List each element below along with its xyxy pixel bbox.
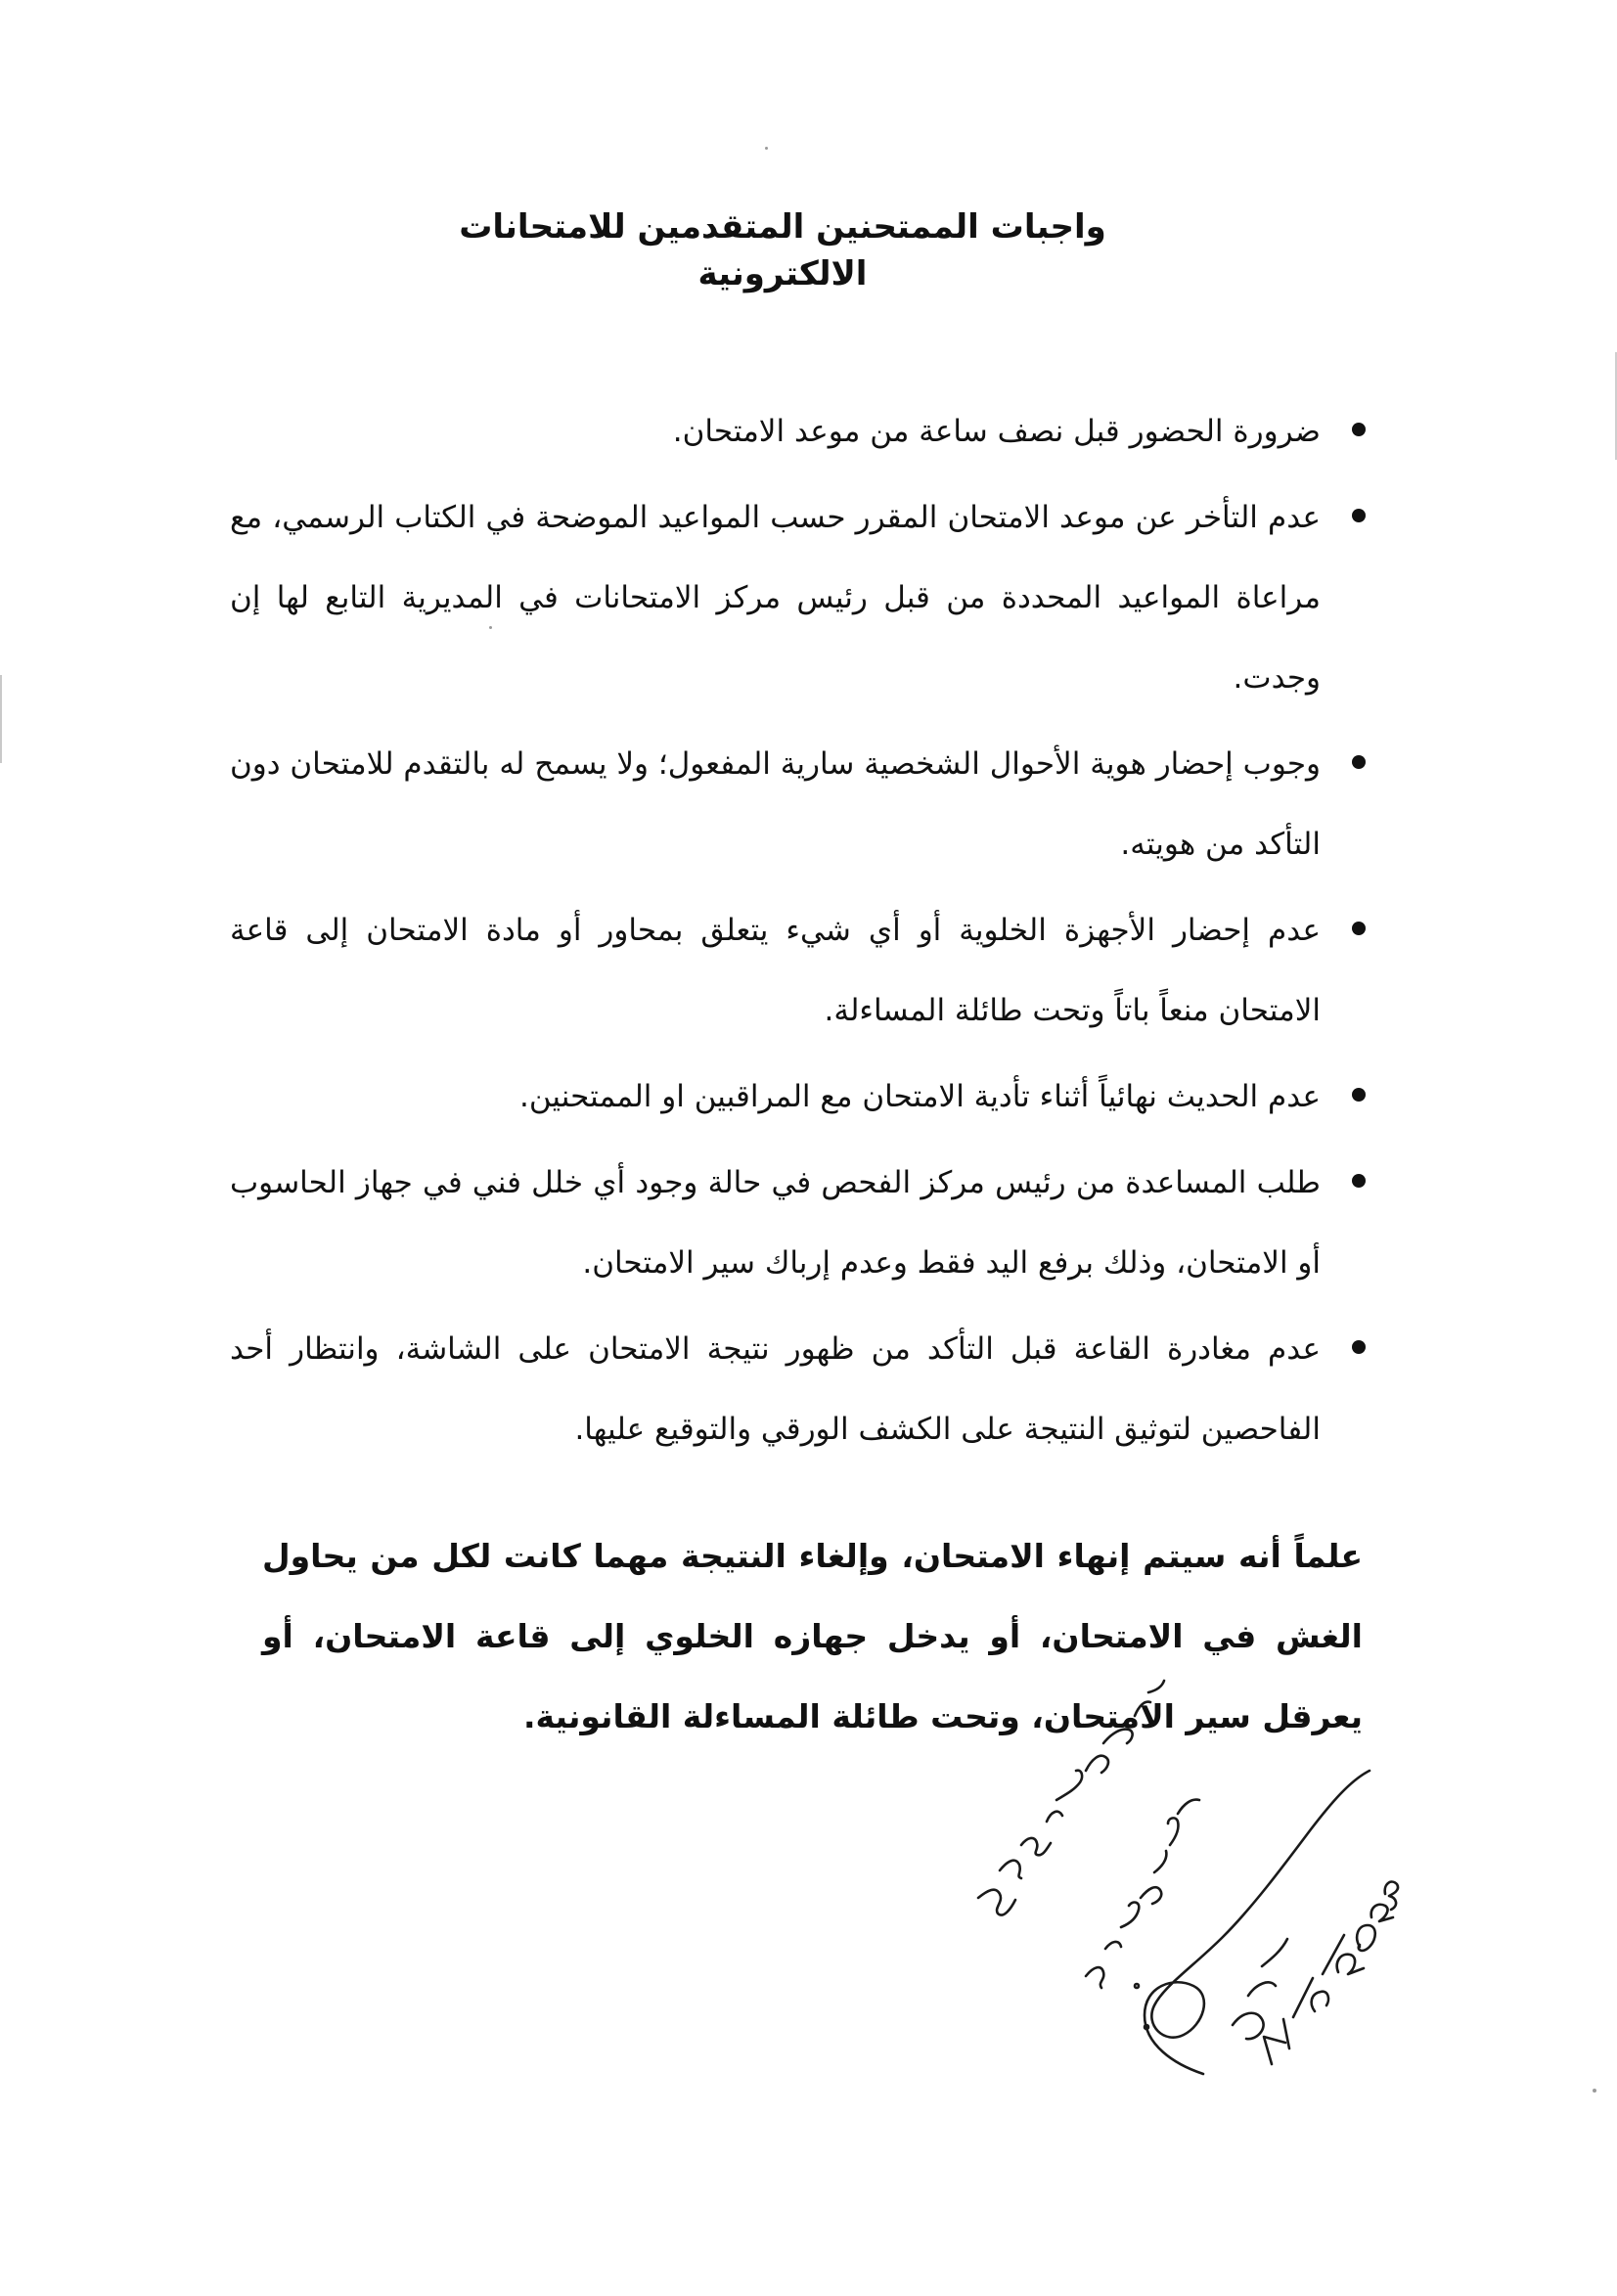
bullet-icon (1352, 509, 1366, 522)
scan-speck (765, 147, 768, 150)
rule-text: طلب المساعدة من رئيس مركز الفحص في حالة وجود أي خلل فني في جهاز الحاسوب أو الامتحان، وذلك برفع اليد فقط وعدم إرباك سير الامتحان. (230, 1165, 1321, 1281)
rule-text: وجوب إحضار هوية الأحوال الشخصية سارية المفعول؛ ولا يسمح له بالتقدم للامتحان دون التأكد من هويته. (230, 746, 1321, 862)
bullet-icon (1352, 755, 1366, 769)
list-item (230, 391, 1321, 472)
rule-text: عدم إحضار الأجهزة الخلوية أو أي شيء يتعلق بمحاور أو مادة الامتحان إلى قاعة الامتحان منعاً باتاً وتحت طائلة المساءلة. (230, 913, 1321, 1028)
legal-notice: علماً أنه سيتم إنهاء الامتحان، وإلغاء النتيجة مهما كانت لكل من يحاول الغش في الامتحان، أو يدخل جهازه الخلوي إلى قاعة الامتحان، أو يعرقل سير الامتحان، وتحت طائلة المساءلة القانونية. (262, 1537, 1363, 1735)
bullet-icon (1352, 1174, 1366, 1188)
handwritten-title-strokes (978, 1681, 1164, 1915)
list-item (230, 890, 1321, 1051)
scan-speck (1593, 2089, 1596, 2093)
list-item (230, 477, 1321, 718)
rules-list (230, 391, 1321, 1475)
handwritten-name-strokes (1086, 1800, 1199, 2029)
rule-text: عدم مغادرة القاعة قبل التأكد من ظهور نتيجة الامتحان على الشاشة، وانتظار أحد الفاحصين لتوثيق النتيجة على الكشف الورقي والتوقيع عليها. (230, 1331, 1321, 1447)
document-title: واجبات الممتحنين المتقدمين للامتحانات الالكترونية (459, 207, 1106, 293)
list-item (230, 1057, 1321, 1137)
rule-text: عدم الحديث نهائياً أثناء تأدية الامتحان مع المراقبين او الممتحنين. (518, 1079, 1321, 1114)
bullet-icon (1352, 423, 1366, 436)
signature-scribble (1145, 1771, 1370, 2074)
list-item (230, 1309, 1321, 1469)
rule-text: عدم التأخر عن موعد الامتحان المقرر حسب المواعيد الموضحة في الكتاب الرسمي، مع مراعاة المواعيد المحددة من قبل رئيس مركز الامتحانات في المديرية التابع لها إن وجدت. (230, 500, 1321, 696)
bullet-icon (1352, 922, 1366, 935)
rule-text: ضرورة الحضور قبل نصف ساعة من موعد الامتحان. (672, 414, 1321, 449)
bullet-icon (1352, 1088, 1366, 1102)
scan-edge-mark (0, 675, 2, 763)
bullet-icon (1352, 1340, 1366, 1354)
list-item (230, 724, 1321, 884)
handwritten-date-strokes (1264, 1882, 1398, 2064)
list-item (230, 1143, 1321, 1303)
handwritten-signature (939, 1653, 1409, 2103)
